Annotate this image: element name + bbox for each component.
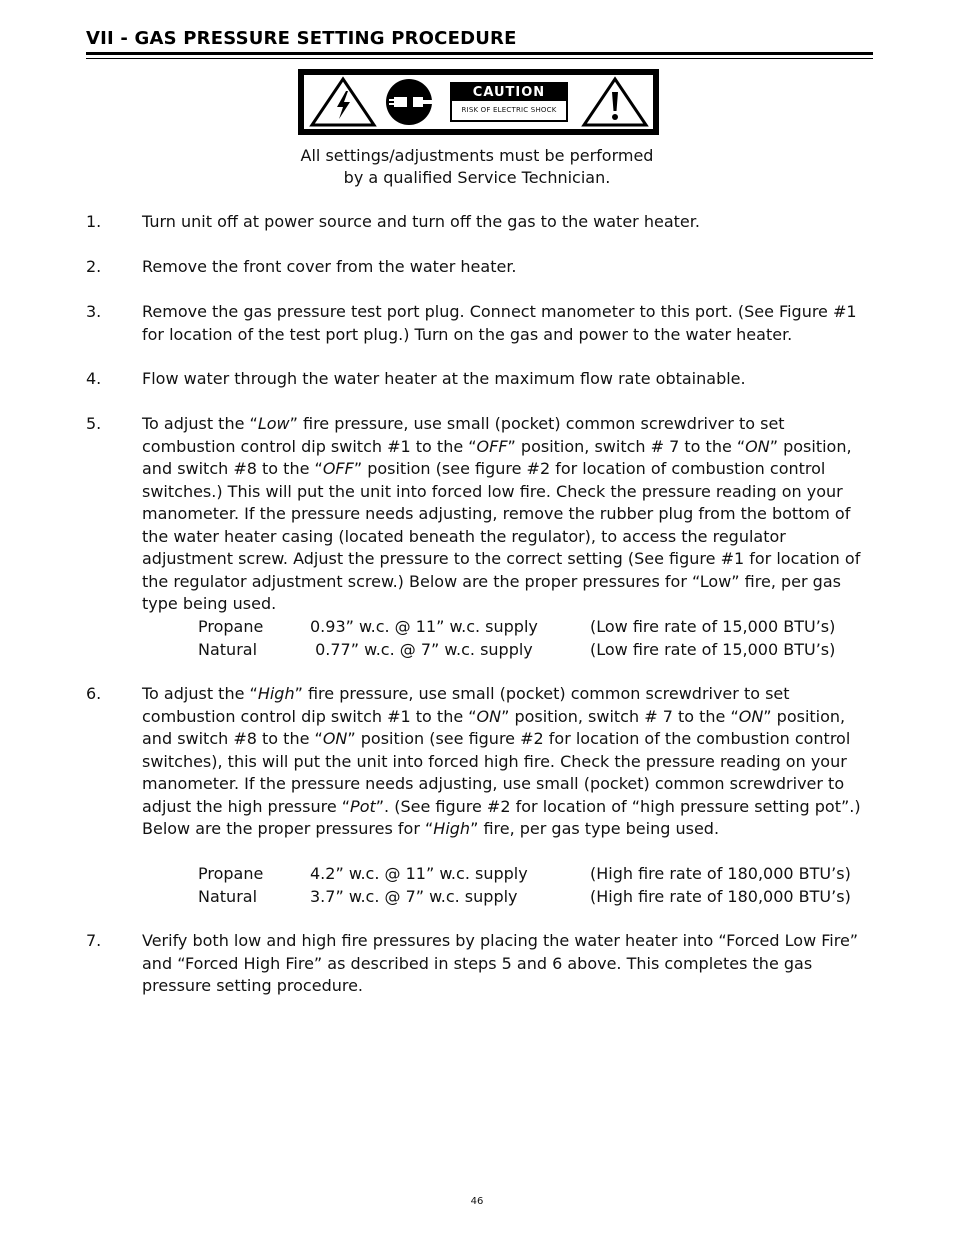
low-fire-pressure-table	[198, 616, 898, 661]
table-row	[198, 886, 898, 909]
pressure-value: 3.7” w.c. @ 7” w.c. supply	[310, 886, 518, 906]
gas-type: Natural	[198, 886, 258, 906]
pressure-value: 0.77” w.c. @ 7” w.c. supply	[310, 639, 533, 659]
step-text: Remove the front cover from the water heater.	[142, 257, 517, 276]
notice-line-2: by a qualified Service Technician.	[343, 168, 611, 187]
gas-type: Natural	[198, 639, 258, 659]
table-row	[198, 616, 898, 639]
qualified-technician-notice	[0, 145, 954, 189]
gas-type: Propane	[198, 864, 264, 883]
step-text: Remove the gas pressure test port plug. Connect manometer to this port. (See Figure #1 for location of the test port plug.) Turn on the gas and power to the water heater.	[142, 302, 857, 344]
warning-icon	[580, 75, 650, 129]
step-text: To adjust the “Low” fire pressure, use small (pocket) common screwdriver to set combustion control dip switch #1 to the “OFF” position, switch # 7 to the “ON” position, and switch #8 to the “OFF” position (see figure #2 for location of combustion control switches.) This will put the unit into forced low fire. Check the pressure reading on your manometer. If the pressure needs adjusting, remove the rubber plug from the bottom of the water heater casing (located beneath the regulator), to access the regulator adjustment screw. Adjust the pressure to the correct setting (See figure #1 for location of the regulator adjustment screw.) Below are the proper pressures for “Low” fire, per gas type being used.	[142, 414, 861, 613]
fire-rate: (High fire rate of 180,000 BTU’s)	[590, 864, 851, 883]
page-number: 46	[470, 1196, 484, 1207]
unplug-icon	[382, 75, 436, 129]
step-text: To adjust the “High” fire pressure, use small (pocket) common screwdriver to set combustion control dip switch #1 to the “ON” position, switch # 7 to the “ON” position, and switch #8 to the “ON” position (see figure #2 for location of the combustion control switches), this will put the unit into forced high fire. Check the pressure reading on your manometer. If the pressure needs adjusting, use small (pocket) common screwdriver to adjust the high pressure “Pot”. (See figure #2 for location of “high pressure setting pot”.) Below are the proper pressures for “High” fire, per gas type being used.	[142, 684, 861, 838]
step-number: 4.	[86, 369, 102, 388]
section-title: VII - GAS PRESSURE SETTING PROCEDURE	[86, 28, 517, 49]
title-rule-thin	[86, 58, 873, 59]
step-text: Flow water through the water heater at the maximum flow rate obtainable.	[142, 369, 746, 388]
step-text: Verify both low and high fire pressures by placing the water heater into “Forced Low Fire” and “Forced High Fire” as described in steps 5 and 6 above. This completes the gas pressure setting procedure.	[142, 931, 859, 995]
table-row	[198, 863, 898, 886]
caution-label: CAUTION	[452, 84, 566, 101]
high-fire-pressure-table	[198, 863, 898, 908]
step-number: 5.	[86, 414, 102, 433]
step-number: 7.	[86, 931, 102, 950]
step-number: 6.	[86, 684, 102, 703]
fire-rate: (High fire rate of 180,000 BTU’s)	[590, 886, 851, 906]
notice-line-1: All settings/adjustments must be performed	[300, 146, 654, 165]
caution-label-box	[450, 82, 568, 122]
title-rule-thick	[86, 52, 873, 55]
step-number: 2.	[86, 257, 102, 276]
step-text: Turn unit off at power source and turn off the gas to the water heater.	[142, 212, 700, 231]
step-number: 3.	[86, 302, 102, 321]
caution-sublabel: RISK OF ELECTRIC SHOCK	[461, 106, 557, 114]
pressure-value: 0.93” w.c. @ 11” w.c. supply	[310, 617, 538, 636]
electric-hazard-icon	[308, 75, 378, 129]
caution-banner	[298, 69, 659, 135]
fire-rate: (Low fire rate of 15,000 BTU’s)	[590, 639, 836, 659]
gas-type: Propane	[198, 617, 264, 636]
pressure-value: 4.2” w.c. @ 11” w.c. supply	[310, 864, 528, 883]
table-row	[198, 639, 898, 662]
fire-rate: (Low fire rate of 15,000 BTU’s)	[590, 617, 836, 636]
step-number: 1.	[86, 212, 102, 231]
